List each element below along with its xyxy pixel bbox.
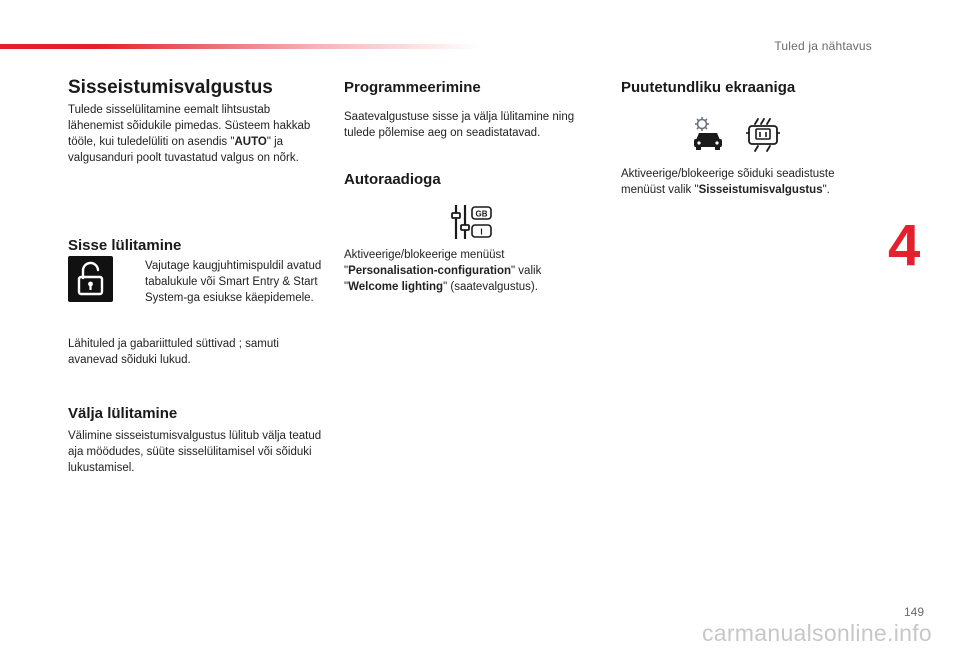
subsection-title-switch-off: Välja lülitamine (68, 405, 178, 422)
unlock-padlock-icon (68, 256, 113, 302)
settings-sliders-icon (450, 203, 494, 241)
subsection-title-switch-on: Sisse lülitamine (68, 237, 182, 254)
switch-off-paragraph: Välimine sisseistumisvalgustus lülitub välja teatud aja möödudes, süüte sisselülitamisel või sõiduki lukustamisel. (68, 430, 322, 474)
switch-on-result: Lähituled ja gabariittuled süttivad ; samuti avanevad sõiduki lukud. (68, 338, 279, 366)
switch-on-instruction: Vajutage kaugjuhtimispuldil avatud tabalukule või Smart Entry & Start System-ga esiukse käepidemele. (145, 260, 322, 304)
section-title-welcome-lighting: Sisseistumisvalgustus (68, 77, 273, 98)
chapter-number: 4 (888, 213, 921, 278)
vehicle-settings-icon (690, 116, 726, 152)
watermark: carmanualsonline.info (701, 620, 932, 646)
language-gb-label: GB (475, 209, 488, 219)
programming-paragraph: Saatevalgustuse sisse ja välja lülitamine ning tulede põlemise aeg on seadistatavad. (344, 111, 575, 139)
subsection-title-programming: Programmeerimine (344, 79, 481, 96)
header-accent-bar (0, 44, 480, 49)
touch-screen-paragraph: Aktiveerige/blokeerige sõiduki seadistuste menüüst valik "Sisseistumisvalgustus". (621, 168, 835, 196)
subsection-title-car-radio: Autoraadioga (344, 171, 441, 188)
welcome-lighting-car-icon (745, 118, 781, 152)
car-radio-paragraph: Aktiveerige/blokeerige menüüst "Personalisation-configuration" valik "Welcome lighting" (saatevalgustus). (344, 249, 542, 293)
page-number: 149 (903, 605, 924, 619)
subsection-title-touch-screen: Puutetundliku ekraaniga (621, 79, 796, 96)
header-title: Tuled ja nähtavus (774, 39, 872, 53)
intro-paragraph: Tulede sisselülitamine eemalt lihtsustab lähenemist sõidukile pimedas. Süsteem hakkab tööle, kui tuledelüliti on asendis "AUTO" ja valgusanduri poolt tuvastatud valgus on nõrk. (68, 104, 311, 164)
info-i-label: I (480, 227, 483, 237)
